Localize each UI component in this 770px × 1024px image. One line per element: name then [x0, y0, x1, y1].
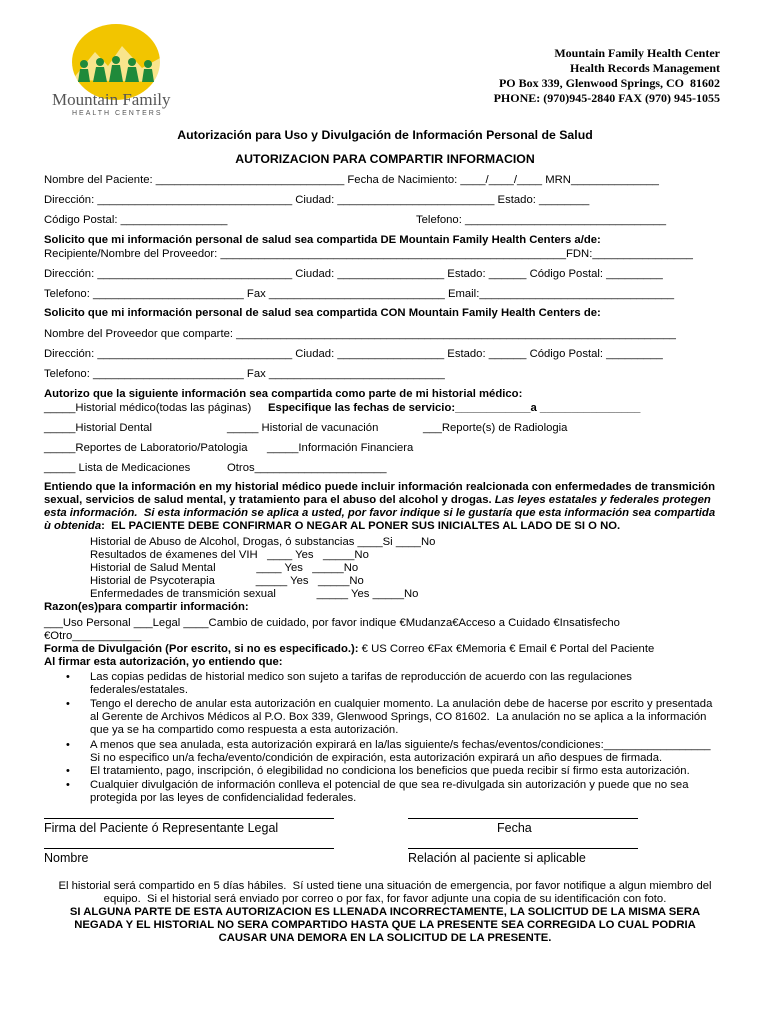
- reasons-other[interactable]: €Otro___________: [44, 630, 142, 642]
- bullet-icon: •: [66, 671, 70, 683]
- bullet-icon: •: [66, 779, 70, 791]
- sensitive-substance[interactable]: Historial de Abuso de Alcohol, Drogas, ó substancias ____Si ____No: [90, 536, 436, 548]
- from-heading: Solicito que mi información personal de salud sea compartida DE Mountain Family Health Centers a/de:: [44, 234, 601, 246]
- understand-heading: Al firmar esta autorización, yo entiendo que:: [44, 656, 283, 668]
- understand-b2-l3: que ya se ha compartido como respuesta a esta autorización.: [90, 724, 399, 736]
- name-line[interactable]: [44, 848, 334, 849]
- footer-warning-line1: SI ALGUNA PARTE DE ESTA AUTORIZACION ES LLENADA INCORRECTAMENTE, LA SOLICITUD DE LA MISMA SERA: [69, 906, 701, 918]
- record-medical-history[interactable]: _____Historial médico(todas las páginas): [44, 402, 252, 414]
- understand-b2-l2: al Gerente de Archivos Médicos al P.O. Box 339, Glenwood Springs, CO 81602. La anulación no se aplica a la información: [90, 711, 707, 723]
- understand-b3-l1[interactable]: A menos que sea anulada, esta autorización expirará en la/las siguiente/s fechas/eventos/condiciones:_________________: [90, 739, 711, 751]
- bullet-icon: •: [66, 765, 70, 777]
- sensitive-para-line2-bold: sexual, servicios de salud mental, y tratamiento para el abuso del alcohol y drogas.: [44, 494, 492, 506]
- date-line[interactable]: [408, 818, 638, 819]
- footer-line2: equipo. Si el historial será enviado por correo o por fax, for favor adjunte una copia de su identificación con foto.: [103, 893, 667, 905]
- logo: [50, 22, 180, 122]
- understand-b1-l2: federales/estatales.: [90, 684, 188, 696]
- understand-b5-l2: protegida por las leyes de confidencialidad federales.: [90, 792, 357, 804]
- sensitive-para-line3: esta información. Si esta información se aplica a usted, por favor indique si le gustaría que esta información sea compartida: [44, 507, 716, 519]
- understand-b5-l1: Cualquier divulgación de información conlleva el potencial de que sea re-divulgada sin autorización y puede que no sea: [90, 779, 689, 791]
- logo-brand-name: Mountain Family: [52, 90, 171, 109]
- footer-warning-line3: CAUSAR UNA DEMORA EN LA SOLICITUD DE LA PRESENTE.: [218, 932, 552, 944]
- with-line-address[interactable]: Dirección: _______________________________ Ciudad: _________________ Estado: ______ Código Postal: _________: [44, 348, 663, 360]
- record-dental[interactable]: _____Historial Dental: [44, 422, 153, 434]
- patient-line-phone[interactable]: Telefono: ________________________________: [416, 214, 667, 226]
- record-medications[interactable]: _____ Lista de Medicaciones: [44, 462, 191, 474]
- footer-warning-line2: NEGADA Y EL HISTORIAL NO SERA COMPARTIDO HASTA QUE LA PRESENTE SEA CORREGIDA LO CUAL PODRIA: [74, 919, 696, 931]
- patient-line-name[interactable]: Nombre del Paciente: ______________________________ Fecha de Nacimiento: ____/____/____ MRN______________: [44, 174, 659, 186]
- signature-line[interactable]: [44, 818, 334, 819]
- org-dept: Health Records Management: [570, 61, 720, 75]
- bullet-icon: •: [66, 698, 70, 710]
- org-name: Mountain Family Health Center: [554, 46, 720, 60]
- relation-label: Relación al paciente si aplicable: [408, 851, 586, 865]
- understand-b3-l2: Si no especifico un/a fecha/evento/condición de expiración, esta autorización expirará un año despues de firmada.: [90, 752, 663, 764]
- from-line-provider[interactable]: Recipiente/Nombre del Proveedor: _______________________________________________________FDN:________________: [44, 248, 693, 260]
- from-line-address[interactable]: Dirección: _______________________________ Ciudad: _________________ Estado: ______ Código Postal: _________: [44, 268, 663, 280]
- sensitive-para-line2: [44, 494, 711, 507]
- understand-b2-l1: Tengo el derecho de anular esta autorización en cualquier momento. La anulación debe de hacerse por escrito y presentada: [90, 698, 713, 710]
- patient-line-zip[interactable]: Código Postal: _________________: [44, 214, 228, 226]
- org-phone: PHONE: (970)945-2840 FAX (970) 945-1055: [493, 91, 720, 105]
- record-service-dates[interactable]: Especifique las fechas de servicio:____________a ________________: [268, 402, 641, 414]
- reasons-heading: Razon(es)para compartir información:: [44, 601, 249, 613]
- footer-line1: El historial será compartido en 5 días hábiles. Sí usted tiene una situación de emergencia, por favor notifique a algun miembro del: [58, 880, 712, 892]
- delivery-label: Forma de Divulgación (Por escrito, si no es especificado.):: [44, 643, 359, 655]
- signature-label: Firma del Paciente ó Representante Legal: [44, 821, 279, 835]
- record-lab-reports[interactable]: _____Reportes de Laboratorio/Patologia: [44, 442, 248, 454]
- sensitive-std[interactable]: Enfermedades de transmición sexual _____ Yes _____No: [90, 588, 419, 600]
- relation-line[interactable]: [408, 848, 638, 849]
- sensitive-para-line4-italic: ù obtenida: [44, 520, 102, 532]
- name-label: Nombre: [44, 851, 89, 865]
- from-line-phone[interactable]: Telefono: ________________________ Fax ____________________________ Email:_______________________________: [44, 288, 675, 300]
- with-line-provider[interactable]: Nombre del Proveedor que comparte: ______________________________________________________________________: [44, 328, 676, 340]
- logo-brand-subtitle: HEALTH CENTERS: [72, 110, 163, 117]
- record-other[interactable]: Otros_____________________: [227, 462, 387, 474]
- delivery-options[interactable]: € US Correo €Fax €Memoria € Email € Portal del Paciente: [358, 643, 655, 655]
- record-radiology[interactable]: ___Reporte(s) de Radiologia: [423, 422, 568, 434]
- form-subtitle: AUTORIZACION PARA COMPARTIR INFORMACION: [235, 152, 535, 166]
- reasons-options[interactable]: ___Uso Personal ___Legal ____Cambio de cuidado, por favor indique €Mudanza€Acceso a Cuidado €Insatisfecho: [44, 617, 620, 629]
- with-line-phone[interactable]: Telefono: ________________________ Fax ____________________________: [44, 368, 445, 380]
- with-heading: Solicito que mi información personal de salud sea compartida CON Mountain Family Health Centers de:: [44, 307, 601, 319]
- record-vaccination[interactable]: _____ Historial de vacunación: [227, 422, 379, 434]
- understand-b1-l1: Las copias pedidas de historial medico son sujeto a tarifas de reproducción de acuerdo con las regulaciones: [90, 671, 632, 683]
- form-title: Autorización para Uso y Divulgación de Información Personal de Salud: [177, 128, 593, 142]
- delivery-line: [44, 643, 654, 656]
- patient-line-address[interactable]: Dirección: _______________________________ Ciudad: _________________________ Estado: ________: [44, 194, 590, 206]
- sensitive-para-line1: Entiendo que la información en my historial médico puede incluir información realcionada con enfermedades de transmición: [44, 481, 716, 493]
- org-address: PO Box 339, Glenwood Springs, CO 81602: [498, 76, 720, 90]
- sensitive-para-line4: [44, 520, 620, 533]
- understand-b4-l1: El tratamiento, pago, inscripción, ó elegibilidad no condiciona los beneficios que pueda recibir sí firmo esta autorización.: [90, 765, 690, 777]
- date-label: Fecha: [497, 821, 532, 835]
- bullet-icon: •: [66, 739, 70, 751]
- records-heading: Autorizo que la siguiente información sea compartida como parte de mi historial médico:: [44, 388, 523, 400]
- sensitive-mental-health[interactable]: Historial de Salud Mental ____ Yes _____No: [90, 562, 359, 574]
- sensitive-hiv[interactable]: Resultados de éxamenes del VIH ____ Yes _____No: [90, 549, 369, 561]
- sensitive-para-line2-italic: Las leyes estatales y federales protegen: [491, 494, 711, 506]
- sensitive-psychotherapy[interactable]: Historial de Psycoterapia _____ Yes _____No: [90, 575, 364, 587]
- sensitive-para-line4-bold: : EL PACIENTE DEBE CONFIRMAR O NEGAR AL PONER SUS INICIALTES AL LADO DE SI O NO.: [101, 520, 621, 532]
- record-financial[interactable]: _____Información Financiera: [267, 442, 414, 454]
